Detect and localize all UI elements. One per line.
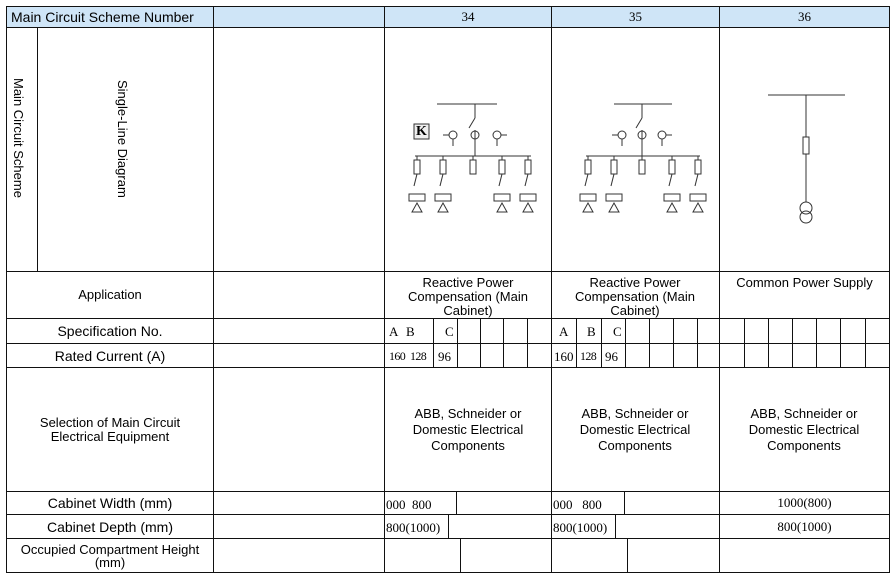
application-36: Common Power Supply [736,275,873,290]
selection-34: ABB, Schneider or Domestic Electrical Components [412,405,524,453]
grid-line [460,538,461,573]
main-circuit-scheme-label: Main Circuit Scheme [11,78,26,198]
grid-line [673,318,674,368]
spec-c-34: C [445,324,454,339]
grid-line [768,318,769,368]
spec-c-35: C [613,324,622,339]
cabinet-depth-label: Cabinet Depth (mm) [46,518,174,535]
grid-line [527,318,528,368]
diagram-badge: K [416,123,427,139]
depth-36: 800(1000) [777,518,832,534]
column-header-35: 35 [629,9,642,24]
spec-a-35: A [559,324,569,339]
column-header-34: 34 [461,9,475,24]
current-128-35: 128 [580,349,597,363]
grid-line [840,318,841,368]
column-header-36: 36 [798,9,811,24]
grid-line [576,318,577,368]
single-line-diagram-35 [552,90,719,220]
grid-line [624,491,625,515]
grid-line [744,318,745,368]
application-35: Reactive Power Compensation (Main Cabinet) [575,275,695,318]
depth-35: 800(1000) [553,520,608,535]
selection-label: Selection of Main Circuit Electrical Equipment [39,414,181,444]
grid-line [457,318,458,368]
cabinet-width-label: Cabinet Width (mm) [47,495,173,511]
grid-line [625,318,626,368]
grid-line [792,318,793,368]
compartment-height-label: Occupied Compartment Height (mm) [20,541,200,570]
grid-line [213,6,214,573]
grid-line [480,318,481,368]
application-34: Reactive Power Compensation (Main Cabinet) [408,275,528,318]
grid-line [865,318,866,368]
selection-36: ABB, Schneider or Domestic Electrical Components [748,405,860,453]
width-36: 1000(800) [777,495,832,510]
grid-line [627,538,628,573]
single-line-diagram-34 [385,90,551,220]
grid-line [697,318,698,368]
application-label: Application [78,287,142,302]
current-96-34: 96 [438,349,451,364]
grid-line [615,514,616,538]
spec-b-35: B [587,324,596,339]
scheme-number-label: Main Circuit Scheme Number [11,9,194,25]
depth-34: 800(1000) [386,520,441,535]
single-line-diagram-label: Single-Line Diagram [115,80,130,198]
spec-a-34: A [389,324,399,339]
width-35: 000 800 [553,497,602,512]
single-line-diagram-36 [720,90,889,230]
grid-line [6,27,890,28]
current-160-35: 160 [554,349,574,364]
grid-line [601,318,602,368]
specification-label: Specification No. [57,323,163,339]
grid-line [503,318,504,368]
rated-current-label: Rated Current (A) [54,347,166,364]
grid-line [816,318,817,368]
grid-line [889,6,890,573]
grid-line [433,318,434,368]
grid-line [456,491,457,515]
spec-b-34: B [406,324,415,339]
current-128-34: 128 [410,349,427,363]
current-160-34: 160 [389,349,406,363]
grid-line [6,572,890,573]
grid-line [448,514,449,538]
grid-line [37,27,38,272]
width-34: 000 800 [386,497,432,512]
current-96-35: 96 [605,349,618,364]
selection-35: ABB, Schneider or Domestic Electrical Components [579,405,691,453]
grid-line [649,318,650,368]
